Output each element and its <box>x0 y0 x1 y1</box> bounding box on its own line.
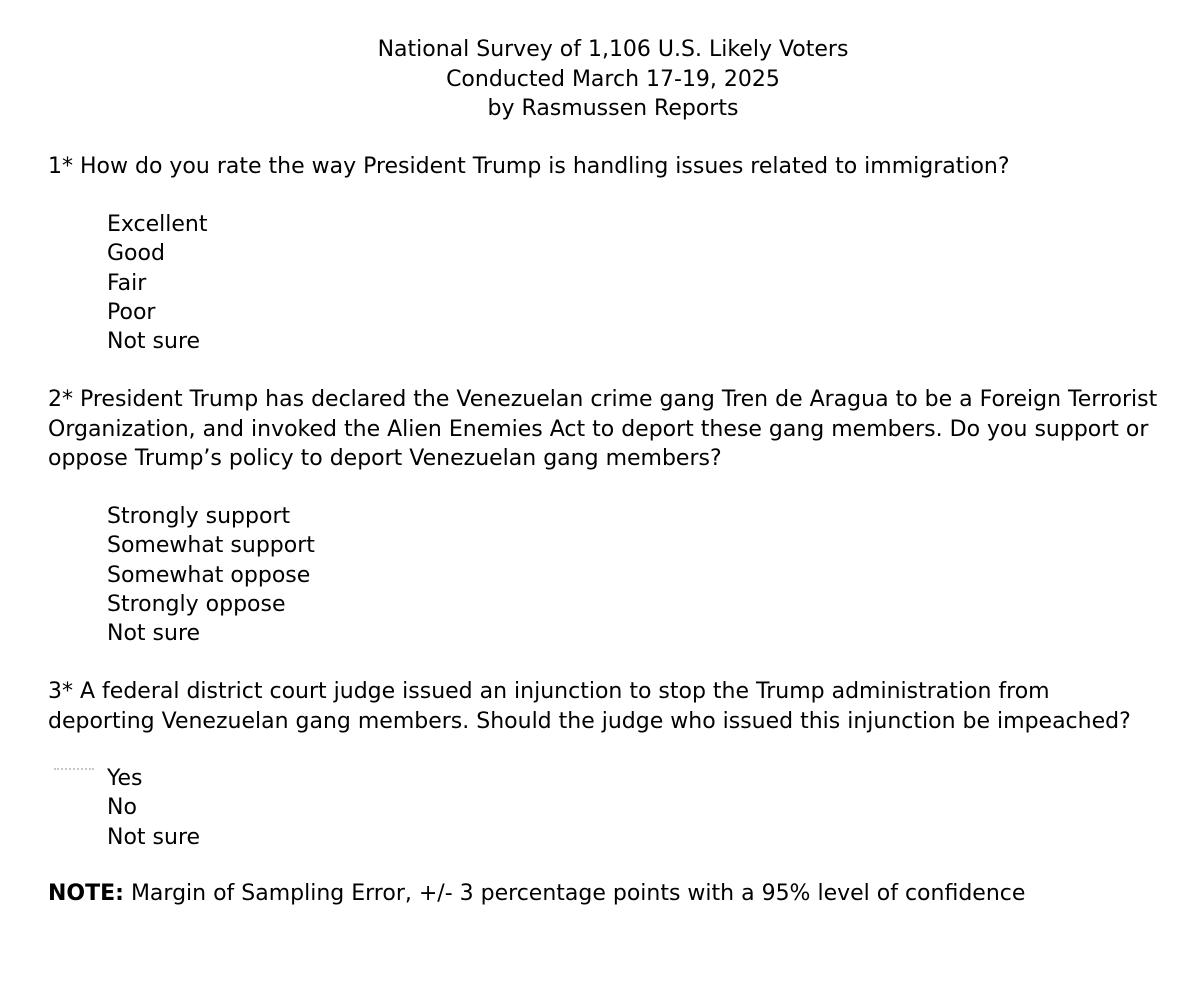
sampling-error-note <box>48 879 1025 909</box>
answer-option: Strongly support <box>107 504 291 529</box>
answer-option: Not sure <box>107 824 201 850</box>
question-2-text: 2* President Trump has declared the Venezuelan crime gang Tren de Aragua to be a Foreign Terrorist Organization, and invoked the Alien Enemies Act to deport these gang members. Do you support or oppose Trump’s policy to deport Venezuelan gang members? <box>48 387 1158 471</box>
answer-option: Not sure <box>107 621 201 647</box>
question-3-text: 3* A federal district court judge issued an injunction to stop the Trump administration from deporting Venezuelan gang members. Should the judge who issued this injunction be impeached? <box>48 679 1131 734</box>
question-2-options <box>107 502 315 648</box>
answer-option: Somewhat support <box>107 533 315 559</box>
answer-option: Somewhat oppose <box>107 562 311 588</box>
answer-option: Excellent <box>107 212 208 237</box>
header-title: National Survey of 1,106 U.S. Likely Voters <box>377 37 849 62</box>
question-1-options <box>107 210 208 356</box>
answer-option: Fair <box>107 270 147 296</box>
faint-scan-mark <box>54 768 94 772</box>
answer-option: Not sure <box>107 329 201 355</box>
note-text: Margin of Sampling Error, +/- 3 percentage points with a 95% level of confidence <box>123 881 1026 906</box>
survey-header <box>0 35 1200 124</box>
question-3-options <box>107 764 200 852</box>
answer-option: Poor <box>107 299 156 325</box>
answer-option: No <box>107 795 137 821</box>
note-label: NOTE: <box>48 881 124 906</box>
answer-option: Good <box>107 241 165 267</box>
header-dates: Conducted March 17-19, 2025 <box>446 66 780 92</box>
answer-option: Strongly oppose <box>107 591 286 617</box>
header-source: by Rasmussen Reports <box>487 96 739 121</box>
question-1-text: 1* How do you rate the way President Trump is handling issues related to immigration? <box>48 154 1010 179</box>
answer-option: Yes <box>107 766 143 791</box>
